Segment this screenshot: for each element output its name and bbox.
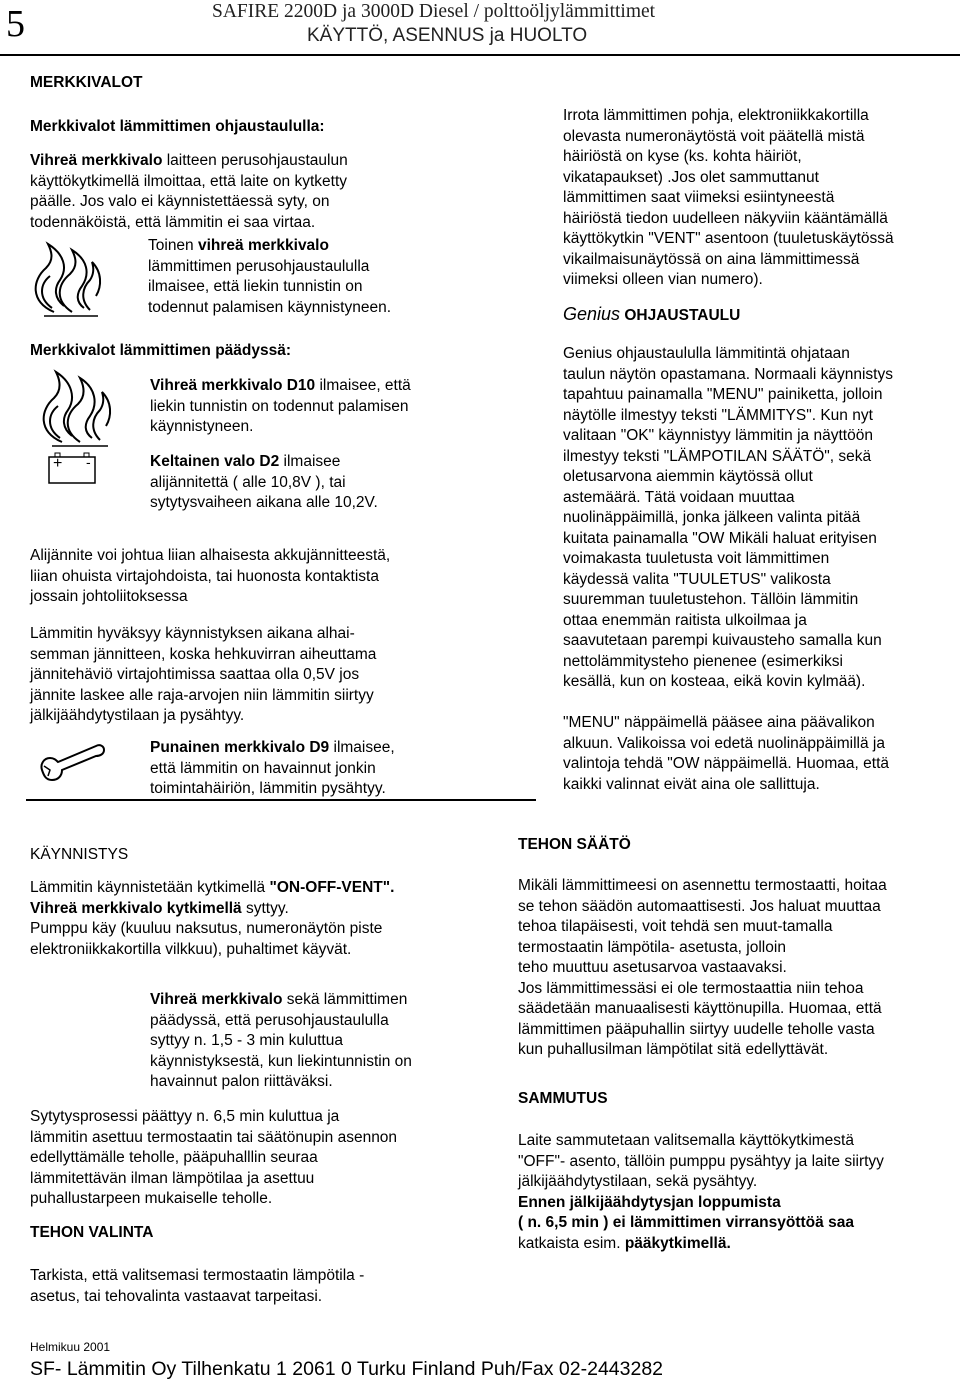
- text: ilmaisee, että: [315, 377, 411, 394]
- text-line: jossain johtoliitoksessa: [30, 588, 188, 605]
- text-line: saavutetaan parempi kuivausteho samalla kun: [563, 632, 882, 649]
- menu-paragraph: [563, 713, 958, 795]
- text-line: asetus, tai tehovalinta vastaavat tarpeitasi.: [30, 1287, 323, 1305]
- text-line: jännite laskee alle raja-arvojen niin lämmitin siirtyy: [30, 686, 374, 704]
- battery-icon: [48, 452, 96, 482]
- text-line: jännitehäviö virtajohtimissa saattaa olla 0,5V jos: [30, 666, 360, 683]
- text-line: voimakasta tuuletusta voit lämmittimen: [563, 550, 830, 567]
- flame-icon: [24, 240, 102, 320]
- text-line: ilmaisee, että liekin tunnistin on: [148, 278, 363, 295]
- text-line: Irrota lämmittimen pohja, elektroniikkakortilla: [563, 107, 869, 124]
- text-line: lämmitin asettuu termostaatin tai säätönupin asennon: [30, 1128, 398, 1146]
- text-line: vikailmaisunäytössä on aina lämmittimessä: [563, 250, 860, 268]
- text-line: Sytytysprosessi päättyy n. 6,5 min kuluttua ja: [30, 1108, 340, 1125]
- wrench-icon: [38, 740, 108, 784]
- text-line: syttyy n. 1,5 - 3 min kuluttua: [150, 1032, 343, 1049]
- bold-text: Keltainen valo D2: [150, 453, 280, 470]
- text-line: Lämmitin hyväksyy käynnistyksen aikana alhai-: [30, 625, 355, 642]
- text-line: ilmestyy teksti "LÄMPOTILAN SÄÄTÖ", sekä: [563, 447, 872, 465]
- text-line: Tarkista, että valitsemasi termostaatin lämpötila -: [30, 1267, 365, 1284]
- section-heading-merkkivalot: MERKKIVALOT: [30, 74, 143, 91]
- page-number: 5: [6, 3, 25, 45]
- genius-heading: [563, 304, 740, 325]
- text-line: vikatapaukset) .Jos olet sammuttanut: [563, 168, 819, 186]
- text-line: kuitata painamalla "OW Mikäli haluat erityisen: [563, 529, 877, 547]
- header-rule: [0, 54, 960, 56]
- toinen-merkkivalo-paragraph: [148, 236, 478, 318]
- text-line: sytytysvaiheen aikana alle 10,2V.: [150, 494, 378, 511]
- genius-heading-text: OHJAUSTAULU: [620, 307, 741, 324]
- battery-minus-label: -: [86, 454, 91, 470]
- bold-text: Vihreä merkkivalo: [30, 152, 163, 169]
- d2-paragraph: [150, 452, 480, 514]
- text-line: olevasta numeronäytöstä voit päätellä mistä: [563, 127, 865, 145]
- alijannite-paragraph: [30, 546, 480, 608]
- text: ilmaisee: [279, 453, 341, 470]
- text-line: edellyttämälle teholle, pääpuhalllin seuraa: [30, 1149, 318, 1166]
- text-line: astemäärä. Tätä voidaan muuttaa: [563, 488, 795, 506]
- irrota-paragraph: [563, 106, 958, 291]
- flame-icon: [32, 368, 112, 450]
- text-line: valintoja tehdä "OW näppäimellä. Huomaa, että: [563, 755, 890, 772]
- text-line: Alijännite voi johtua liian alhaisesta akkujännitteestä,: [30, 547, 391, 564]
- footer-company: SF- Lämmitin Oy Tilhenkatu 1 2061 0 Turku Finland Puh/Fax 02-2443282: [30, 1358, 664, 1380]
- text-line: häiriöstä tiedon uudelleen näkyviin kääntämällä: [563, 209, 888, 227]
- text-line: semman jännitteen, koska hehkuvirran aiheuttama: [30, 645, 377, 663]
- text-line: elektroniikkakortilla vilkkuu), puhaltimet käyvät.: [30, 940, 352, 958]
- text-line: ( n. 6,5 min ) ei lämmittimen virransyöttöä saa: [518, 1214, 854, 1231]
- text-line: käynnistyksestä, kun liekintunnistin on: [150, 1052, 412, 1070]
- text-line: ottaa enemmän raitista ulkoilmaa ja: [563, 611, 807, 629]
- bold-text: vihreä merkkivalo: [197, 237, 329, 254]
- bold-text: pääkytkimellä.: [624, 1234, 731, 1252]
- text-line: havainnut palon riittäväksi.: [150, 1073, 333, 1090]
- tehon-valinta-heading: TEHON VALINTA: [30, 1224, 154, 1241]
- sammutus-heading: SAMMUTUS: [518, 1090, 608, 1107]
- text-line: nettolämmitysteho pienenee (esimerkiksi: [563, 652, 843, 670]
- tehon-saato-heading: TEHON SÄÄTÖ: [518, 836, 631, 853]
- d10-paragraph: [150, 376, 480, 438]
- text: syttyy.: [241, 899, 289, 917]
- text-line: jälkijäähdytystilaan, sekä pysähtyy.: [518, 1173, 758, 1190]
- text-line: että lämmitin on havainnut jonkin: [150, 759, 376, 777]
- text-line: "OFF"- asento, tällöin pumppu pysähtyy ja laite siirtyy: [518, 1152, 884, 1170]
- sytytys-paragraph: [30, 1107, 500, 1210]
- text-line: "MENU" näppäimellä pääsee aina päävalikon: [563, 714, 875, 731]
- paadyssa-heading: Merkkivalot lämmittimen päädyssä:: [30, 342, 292, 359]
- text-line: Jos lämmittimessäsi ei ole termostaattia niin tehoa: [518, 979, 864, 997]
- tehon-valinta-paragraph: [30, 1266, 500, 1307]
- text: Lämmitin käynnistetään kytkimellä: [30, 879, 270, 896]
- document-title: SAFIRE 2200D ja 3000D Diesel / polttoöljylämmittimet: [212, 1, 656, 22]
- hyvaksyy-paragraph: [30, 624, 480, 727]
- footer-date: Helmikuu 2001: [30, 1340, 111, 1354]
- bold-text: Vihreä merkkivalo: [150, 991, 283, 1008]
- text-line: puhallustarpeen mukaiselle teholle.: [30, 1190, 273, 1207]
- text-line: kaikki valinnat eivät aina ole sallittuja.: [563, 775, 820, 793]
- text: ilmaisee,: [329, 739, 395, 756]
- text-line: taulun näytön opastamana. Normaali käynnistys: [563, 365, 893, 383]
- text-line: käyttökytkimellä ilmoittaa, että laite on kytketty: [30, 172, 348, 190]
- text-line: termostaatin lämpötila- asetusta, jolloin: [518, 938, 786, 956]
- text: laitteen perusohjaustaulun: [162, 152, 348, 169]
- sammutus-paragraph: [518, 1131, 958, 1254]
- bold-text: "ON-OFF-VENT".: [269, 879, 395, 896]
- text-line: teho muuttuu asetusarvoa vastaavaksi.: [518, 959, 787, 976]
- text-line: käynnistyneen.: [150, 418, 254, 435]
- text-line: Genius ohjaustaululla lämmitintä ohjataan: [563, 345, 850, 362]
- ohjaustaulu-heading: Merkkivalot lämmittimen ohjaustaululla:: [30, 118, 325, 135]
- text-line: häiriöstä on kyse (ks. kohta häiriöt,: [563, 148, 802, 165]
- text-line: päädyssä, että perusohjaustaululla: [150, 1011, 389, 1029]
- text: Toinen: [148, 237, 198, 254]
- text-line: lämmittimen saat viimeksi esiintyneestä: [563, 189, 835, 206]
- text-line: kun puhallusilman lämpötilat sitä edellyttävät.: [518, 1041, 829, 1058]
- text: sekä lämmittimen: [282, 991, 408, 1008]
- text-line: se tehon säädön automaattisesti. Jos haluat muuttaa: [518, 897, 881, 915]
- text-line: Laite sammutetaan valitsemalla käyttökytkimestä: [518, 1132, 854, 1149]
- genius-italic: Genius: [563, 304, 621, 324]
- genius-paragraph: [563, 344, 958, 693]
- text-line: lämmitettävän ilman lämpötilaa ja asettuu: [30, 1169, 315, 1187]
- text-line: Mikäli lämmittimeesi on asennettu termostaatti, hoitaa: [518, 877, 887, 894]
- text-line: oletusarvona aiemmin käytössä ollut: [563, 468, 813, 485]
- battery-plus-label: +: [53, 455, 63, 472]
- vihrea-syttyy-paragraph: [150, 990, 490, 1093]
- document-subtitle: KÄYTTÖ, ASENNUS ja HUOLTO: [307, 25, 588, 46]
- text-line: liian ohuista virtajohdoista, tai huonosta kontaktista: [30, 567, 379, 585]
- text-line: viimeksi olleen vian numero).: [563, 271, 763, 288]
- text-line: jälkijäähdytystilaan ja pysähtyy.: [30, 707, 245, 724]
- text-line: Pumppu käy (kuuluu naksutus, numeronäytön piste: [30, 920, 383, 937]
- text-line: suuremman tuuletustehon. Tällöin lämmitin: [563, 591, 859, 608]
- text-line: päälle. Jos valo ei käynnistettäessä syty, on: [30, 193, 330, 210]
- text: katkaista esim.: [518, 1234, 625, 1252]
- text-line: säädetään manuaalisesti käyttönupilla. Huomaa, että: [518, 1000, 882, 1017]
- text-line: lämmittimen perusohjaustaululla: [148, 257, 370, 275]
- text-line: toimintahäiriön, lämmitin pysähtyy.: [150, 780, 386, 797]
- text-line: kesällä, kun on kosteaa, eikä kovin kylmää).: [563, 673, 866, 690]
- bold-text: Punainen merkkivalo D9: [150, 739, 330, 756]
- bold-text: Vihreä merkkivalo D10: [150, 377, 316, 394]
- text-line: alijännitettä ( alle 10,8V ), tai: [150, 473, 346, 491]
- text-line: liekin tunnistin on todennut palamisen: [150, 397, 409, 415]
- kaynnistys-heading: KÄYNNISTYS: [30, 846, 129, 863]
- kaynnistys-paragraph: [30, 878, 500, 960]
- bold-text: Vihreä merkkivalo kytkimellä: [30, 899, 242, 917]
- vihrea-merkkivalo-paragraph: [30, 151, 450, 233]
- text-line: todennut palamisen käynnistyneen.: [148, 298, 391, 316]
- text-line: todennäköistä, että lämmitin ei saa virtaa.: [30, 213, 316, 231]
- text-line: nuolinäppäimillä, jonka jälkeen valinta pitää: [563, 509, 861, 526]
- text-line: tehoa tilapäisesti, voit tehdä sen muut-tamalla: [518, 918, 833, 935]
- text-line: käyttökytkin "VENT" asentoon (tuuletuskäytössä: [563, 230, 894, 247]
- text-line: valitaan "OK" käynnistyy lämmitin ja näyttöön: [563, 427, 873, 444]
- text-line: Ennen jälkijäähdytysjan loppumista: [518, 1193, 781, 1211]
- text-line: lämmittimen pääpuhallin siirtyy uudelle teholle vasta: [518, 1020, 875, 1038]
- text-line: näytölle ilmestyy teksti "LÄMMITYS". Kun nyt: [563, 406, 873, 424]
- d9-paragraph: [150, 738, 480, 800]
- text-line: alkuun. Valikoissa voi edetä nuolinäppäimillä ja: [563, 734, 885, 752]
- text-line: käydessä valita "TUULETUS" valikosta: [563, 570, 831, 588]
- tehon-saato-paragraph: [518, 876, 958, 1061]
- divider-line: [26, 799, 536, 801]
- text-line: tapahtuu painamalla "MENU" painiketta, jolloin: [563, 386, 883, 403]
